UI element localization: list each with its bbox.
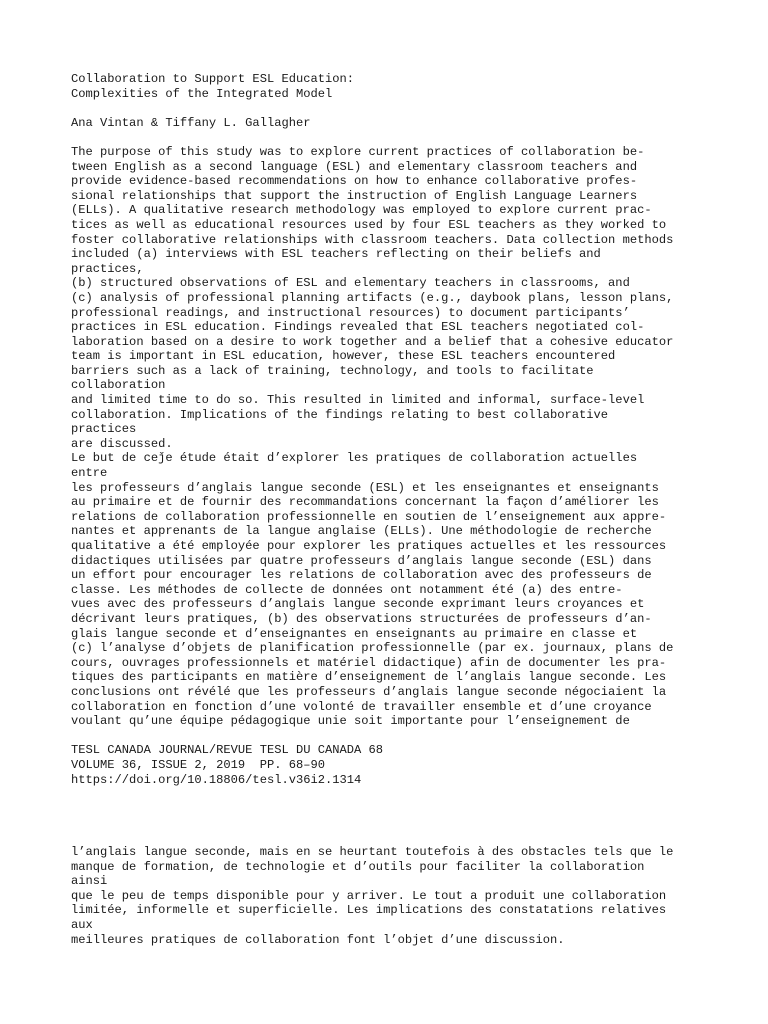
abstract-french-continuation	[71, 845, 711, 947]
document-page	[71, 72, 711, 947]
resume-line: conclusions ont révélé que les professeurs d’anglais langue seconde négociaient la	[71, 684, 667, 699]
resume-line: limitée, informelle et superficielle. Les implications des constatations relatives	[71, 903, 667, 918]
resume-line: un effort pour encourager les relations de collaboration avec des professeurs de	[71, 568, 652, 583]
abstract-line: tween English as a second language (ESL) and elementary classroom teachers and	[71, 159, 638, 174]
doi-link[interactable]: https://doi.org/10.18806/tesl.v36i2.1314	[71, 772, 362, 787]
resume-line: décrivant leurs pratiques, (b) des observations structurées de professeurs d’an-	[71, 611, 652, 626]
resume-line: que le peu de temps disponible pour y arriver. Le tout a produit une collaboration	[71, 888, 667, 903]
abstract-line: team is important in ESL education, however, these ESL teachers encountered	[71, 349, 616, 364]
abstract-line: practices	[71, 422, 137, 437]
abstract-line: collaboration. Implications of the findings relating to best collaborative	[71, 407, 609, 422]
resume-line: manque de formation, de technologie et d’outils pour faciliter la collaboration	[71, 859, 645, 874]
abstract-line: The purpose of this study was to explore current practices of collaboration be-	[71, 144, 645, 159]
resume-line: (c) l’analyse d’objets de planification professionnelle (par ex. journaux, plans de	[71, 641, 674, 656]
abstract-line: are discussed.	[71, 436, 173, 451]
abstract-english	[71, 145, 711, 451]
resume-line: meilleures pratiques de collaboration font l’objet d’une discussion.	[71, 932, 565, 947]
resume-line: entre	[71, 466, 108, 481]
title-line: Complexities of the Integrated Model	[71, 86, 333, 101]
abstract-line: laboration based on a desire to work together and a belief that a cohesive educator	[71, 334, 674, 349]
journal-name: TESL CANADA JOURNAL/REVUE TESL DU CANADA 68	[71, 743, 384, 758]
abstract-line: (ELLs). A qualitative research methodology was employed to explore current prac-	[71, 203, 652, 218]
resume-line: collaboration en fonction d’une volonté de travailler ensemble et d’une croyance	[71, 699, 652, 714]
abstract-line: barriers such as a lack of training, technology, and tools to facilitate	[71, 363, 594, 378]
abstract-line: practices,	[71, 261, 144, 276]
journal-volume: VOLUME 36, ISSUE 2, 2019 PP. 68–90	[71, 757, 326, 772]
abstract-line: collaboration	[71, 378, 166, 393]
resume-line: vues avec des professeurs d’anglais langue seconde exprimant leurs croyances et	[71, 597, 645, 612]
resume-line: ainsi	[71, 874, 108, 889]
abstract-line: professional readings, and instructional resources) to document participants’	[71, 305, 630, 320]
abstract-line: included (a) interviews with ESL teachers reflecting on their beliefs and	[71, 247, 601, 262]
resume-line: didactiques utilisées par quatre professeurs d’anglais langue seconde (ESL) dans	[71, 553, 652, 568]
resume-line: les professeurs d’anglais langue seconde (ESL) et les enseignantes et enseignants	[71, 480, 659, 495]
authors: Ana Vintan & Tiffany L. Gallagher	[71, 115, 311, 130]
abstract-line: sional relationships that support the instruction of English Language Learners	[71, 188, 638, 203]
resume-line: l’anglais langue seconde, mais en se heurtant toutefois à des obstacles tels que le	[71, 845, 674, 860]
resume-line: cours, ouvrages professionnels et matériel didactique) afin de documenter les pra-	[71, 655, 667, 670]
resume-line: nantes et apprenants de la langue anglaise (ELLs). Une méthodologie de recherche	[71, 524, 652, 539]
resume-line: tiques des participants en matière d’enseignement de l’anglais langue seconde. Les	[71, 670, 667, 685]
resume-line: glais langue seconde et d’enseignantes en enseignants au primaire en classe et	[71, 626, 638, 641]
abstract-line: practices in ESL education. Findings revealed that ESL teachers negotiated col-	[71, 320, 645, 335]
abstract-line: (b) structured observations of ESL and elementary teachers in classrooms, and	[71, 276, 630, 291]
article-title	[71, 72, 711, 101]
journal-info	[71, 743, 711, 787]
abstract-line: tices as well as educational resources used by four ESL teachers as they worked to	[71, 217, 667, 232]
resume-line: relations de collaboration professionnelle en soutien de l’enseignement aux appre-	[71, 509, 667, 524]
resume-line: aux	[71, 918, 93, 933]
resume-line: qualitative a été employée pour explorer les pratiques actuelles et les ressources	[71, 539, 667, 553]
resume-line: Le but de ceǰe étude était d’explorer les pratiques de collaboration actuelles	[71, 451, 638, 466]
abstract-french	[71, 451, 711, 728]
resume-line: voulant qu’une équipe pédagogique unie soit importante pour l’enseignement de	[71, 714, 630, 729]
resume-line: classe. Les méthodes de collecte de données ont notamment été (a) des entre-	[71, 582, 623, 597]
abstract-line: and limited time to do so. This resulted in limited and informal, surface-level	[71, 393, 645, 408]
abstract-line: provide evidence-based recommendations on how to enhance collaborative profes-	[71, 174, 638, 189]
abstract-line: foster collaborative relationships with classroom teachers. Data collection methods	[71, 232, 674, 247]
abstract-line: (c) analysis of professional planning artifacts (e.g., daybook plans, lesson plans,	[71, 290, 674, 305]
title-line: Collaboration to Support ESL Education:	[71, 72, 355, 86]
resume-line: au primaire et de fournir des recommandations concernant la façon d’améliorer les	[71, 495, 659, 510]
